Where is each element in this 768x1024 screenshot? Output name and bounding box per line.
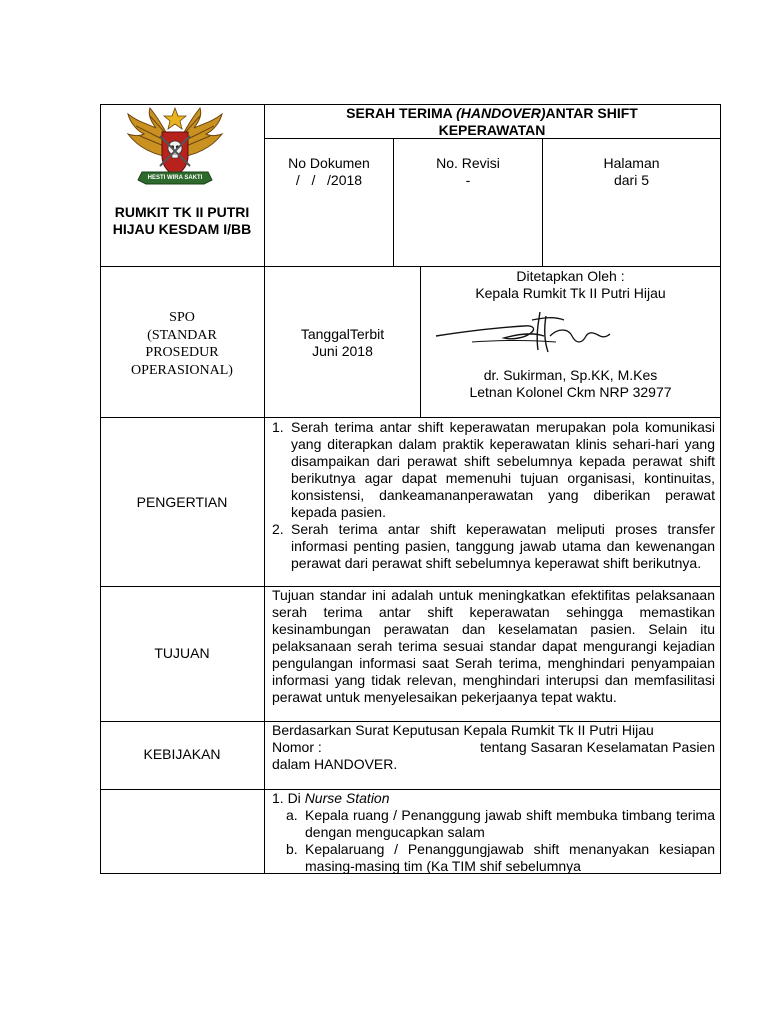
kebijakan-regarding: tentang Sasaran Keselamatan Pasien <box>479 739 715 755</box>
issue-date-value: Juni 2018 <box>312 343 373 359</box>
pengertian-item-1 <box>272 419 715 521</box>
kebijakan-label: KEBIJAKAN <box>143 746 221 762</box>
kebijakan-line-1: Berdasarkan Surat Keputusan Kepala Rumkit Tk II Putri Hijau <box>272 722 654 738</box>
kebijakan-line-2 <box>272 739 715 756</box>
row-divider-spo <box>100 266 721 267</box>
spo-line-4: OPERASIONAL) <box>131 362 233 378</box>
established-by-position: Kepala Rumkit Tk II Putri Hijau <box>475 285 666 301</box>
prosedur-step-1-number: 1. Di <box>272 790 305 806</box>
page-cell <box>543 155 720 189</box>
table-border-right <box>720 104 721 873</box>
pengertian-item-1-number: 1. <box>272 419 284 435</box>
page-value: dari 5 <box>613 172 650 188</box>
revision-cell <box>394 155 542 189</box>
title-line-1 <box>266 105 718 122</box>
established-by-block <box>421 268 720 302</box>
established-by-label: Ditetapkan Oleh : <box>516 268 625 284</box>
tujuan-label: TUJUAN <box>154 645 210 661</box>
kebijakan-line-3: dalam HANDOVER. <box>272 756 398 772</box>
prosedur-subitem-a <box>272 807 715 841</box>
pengertian-item-1-text: Serah terima antar shift keperawatan merupakan pola komunikasi yang diterapkan dalam praktik keperawatan klinis sehari-hari yang disampaikan dari perawat shift sebelumnya kepada perawat shift berikutnya agar dapat memenuhi tujuan organisasi, kontinuitas, konsistensi, dankeamananperawatan yang diberikan perawat kepada pasien. <box>291 419 715 520</box>
issue-date-cell <box>265 326 420 360</box>
hospital-name: RUMKIT TK II PUTRI HIJAU KESDAM I/BB <box>112 204 252 237</box>
doc-number-label: No Dokumen <box>288 155 370 171</box>
signer-name: dr. Sukirman, Sp.KK, M.Kes <box>483 367 658 383</box>
document-title <box>266 105 718 139</box>
table-border-left <box>100 104 101 873</box>
title-text-pre: SERAH TERIMA <box>346 105 457 121</box>
title-text-post: ANTAR SHIFT <box>545 105 638 121</box>
doc-number-value: / / /2018 <box>295 172 363 188</box>
revision-value: - <box>465 172 471 188</box>
page-label: Halaman <box>603 155 660 171</box>
title-text-handover: (HANDOVER) <box>456 105 546 121</box>
prosedur-subitem-b-number: b. <box>286 841 298 857</box>
prosedur-subitem-b <box>272 841 715 875</box>
pengertian-item-2 <box>272 521 715 572</box>
spo-line-2: (STANDAR <box>147 327 217 343</box>
prosedur-subitem-a-text: Kepala ruang / Penanggung jawab shift membuka timbang terima dengan mengucapkan salam <box>305 807 715 840</box>
prosedur-content <box>272 790 715 875</box>
title-line-2: KEPERAWATAN <box>438 122 546 138</box>
pengertian-content <box>272 419 715 572</box>
signer-rank: Letnan Kolonel Ckm NRP 32977 <box>469 384 672 400</box>
doc-number-cell <box>265 155 393 189</box>
signer-block <box>421 367 720 401</box>
prosedur-subitem-b-text: Kepalaruang / Penanggungjawab shift menanyakan kesiapan masing-masing tim (Ka TIM shif sebelumnya <box>305 841 715 874</box>
spo-label <box>102 309 262 379</box>
tujuan-text: Tujuan standar ini adalah untuk meningkatkan efektifitas pelaksanaan serah terima antar shift keperawatan sehingga memastikan kesinambungan perawatan dan keselamatan pasien. Selain itu pelaksanaan serah terima sesuai standar dapat mengurangi kejadian pengulangan informasi saat Serah terima, menghindari penyampaian informasi yang tidak relevan, menghindari interupsi dan memfasilitasi perawat untuk menyelesaikan pekerjaanya tepat waktu. <box>272 587 715 705</box>
signature-image <box>432 306 612 360</box>
hospital-logo <box>120 106 230 192</box>
row-divider-pengertian <box>100 417 721 418</box>
pengertian-label: PENGERTIAN <box>136 494 228 510</box>
kebijakan-number-label: Nomor : <box>272 739 322 755</box>
pengertian-item-2-number: 2. <box>272 521 284 537</box>
logo-banner-text: HESTI WIRA SAKTI <box>147 175 203 181</box>
revision-label: No. Revisi <box>436 155 500 171</box>
table-column-divider <box>264 104 265 873</box>
pengertian-item-2-text: Serah terima antar shift keperawatan meliputi proses transfer informasi penting pasien, tanggung jawab utama dan kewenangan perawat dari perawat shift sebelumnya keperawat shift berikutnya. <box>291 521 715 571</box>
prosedur-step-1-place: Nurse Station <box>304 790 390 806</box>
spo-line-1: SPO <box>169 310 195 325</box>
kebijakan-content <box>272 722 715 773</box>
issue-date-label: TanggalTerbit <box>300 326 385 342</box>
prosedur-subitem-a-number: a. <box>286 807 298 823</box>
spo-line-3: PROSEDUR <box>145 345 219 360</box>
prosedur-step-1 <box>272 790 715 807</box>
